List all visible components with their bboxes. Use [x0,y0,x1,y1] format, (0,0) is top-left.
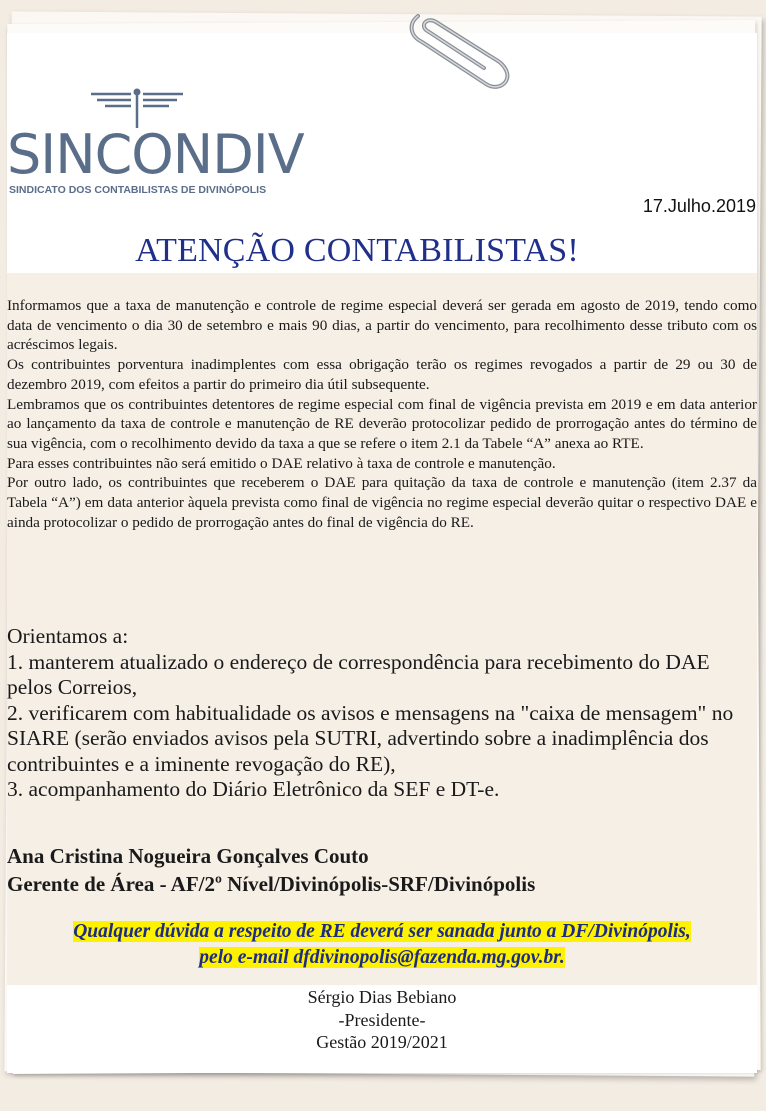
list-item: 1. manterem atualizado o endereço de correspondência para recebimento do DAE pelos Correios, [7,649,710,699]
paragraph: Informamos que a taxa de manutenção e controle de regime especial deverá ser gerada em agosto de 2019, tendo como data de vencimento o dia 30 de setembro e mais 90 dias, a partir do vencimento, para recolhimento desse tributo com os acréscimos legais. [7,297,757,354]
note-line-1: Qualquer dúvida a respeito de RE deverá ser sanada junto a DF/Divinópolis, [73,921,691,942]
list-item: 2. verificarem com habitualidade os avisos e mensagens na "caixa de mensagem" no SIARE (serão enviados avisos pela SUTRI, advertindo sobre a inadimplência dos contribuintes e a iminente revogação do RE), [7,700,734,776]
logo-subtitle: SINDICATO DOS CONTABILISTAS DE DIVINÓPOLIS [9,184,267,196]
signature-block [7,842,757,898]
logo-name: SINCONDIV [7,123,304,186]
sincondiv-logo [7,88,304,198]
page-title: ATENÇÃO CONTABILISTAS! [135,232,579,269]
paragraph: Por outro lado, os contribuintes que receberem o DAE para quitação da taxa de controle e manutenção (item 2.37 da Tabela “A”) em data anterior àquela prevista como final de vigência no regime especial deverão quitar o respectivo DAE e ainda protocolizar o pedido de prorrogação antes do final de vigência do RE. [7,474,757,531]
orientation-heading: Orientamos a: [7,624,129,648]
orientation-list [7,624,759,803]
president-block [7,986,757,1054]
president-name: Sérgio Dias Bebiano [307,987,457,1007]
signature-role: Gerente de Área - AF/2º Nível/Divinópolis-SRF/Divinópolis [7,872,536,896]
paperclip-icon [400,2,520,94]
body-text [7,296,757,532]
paragraph: Os contribuintes porventura inadimplentes com essa obrigação terão os regimes revogados a partir de 29 ou 30 de dezembro 2019, com efeitos a partir do primeiro dia útil subsequente. [7,356,757,393]
document-date: 17.Julho.2019 [642,196,756,216]
president-title: -Presidente- [338,1009,426,1030]
caduceus-wings-icon [87,88,187,128]
paragraph: Lembramos que os contribuintes detentores de regime especial com final de vigência prevista em 2019 e em data anterior ao lançamento da taxa de controle e manutenção de RE deverão protocolizar pedido de prorrogação antes do término de sua vigência, com o recolhimento devido da taxa a que se refere o item 2.1 da Tabele “A” anexa ao RTE. [7,395,757,452]
president-term: Gestão 2019/2021 [316,1032,448,1052]
list-item: 3. acompanhamento do Diário Eletrônico da SEF e DT-e. [7,777,500,801]
note-line-2: pelo e-mail dfdivinopolis@fazenda.mg.gov.br. [199,947,565,968]
paragraph: Para esses contribuintes não será emitido o DAE relativo à taxa de controle e manutenção. [7,454,556,472]
highlighted-note [7,919,757,971]
signature-name: Ana Cristina Nogueira Gonçalves Couto [7,844,369,868]
